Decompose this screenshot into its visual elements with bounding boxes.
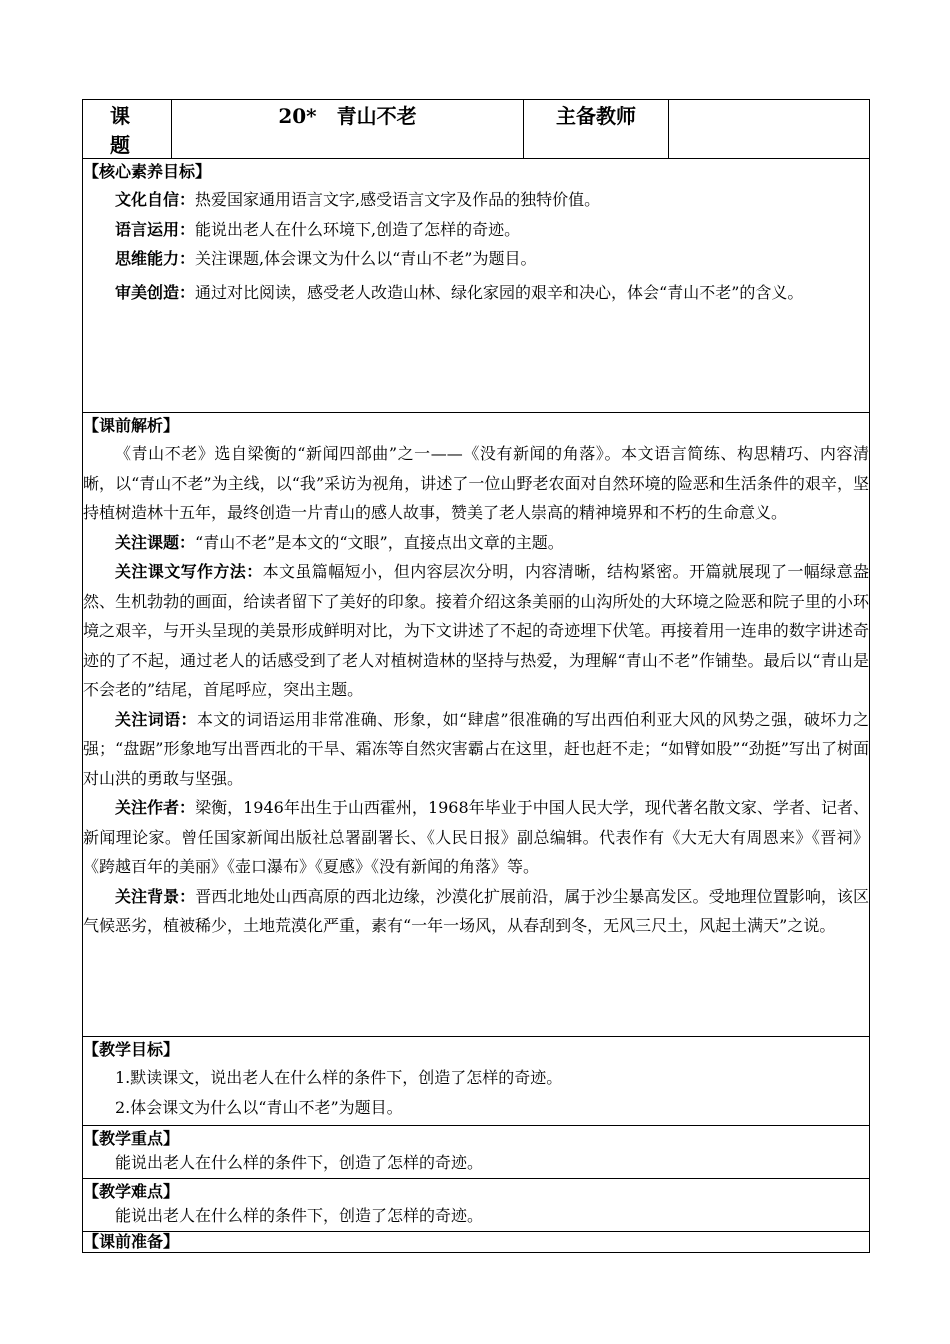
header-row (83, 100, 870, 159)
analysis-item: 关注课文写作方法：本文虽篇幅短小，但内容层次分明，内容清晰，结构紧密。开篇就展现了一幅绿意盎然、生机勃勃的画面，给读者留下了美好的印象。接着介绍这条美丽的山沟所处的大环境之险恶和院子里的小环境之艰辛，与开头呈现的美景形成鲜明对比，为下文讲述了不起的奇迹埋下伏笔。再接着用一连串的数字讲述奇迹的了不起，通过老人的话感受到了老人对植树造林的坚持与热爱，为理解“青山不老”作铺垫。最后以“青山是不会老的”结尾，首尾呼应，突出主题。 (83, 562, 869, 699)
course-label: 课 题 (83, 100, 172, 159)
preparation-heading: 【课前准备】 (83, 1232, 180, 1251)
goal-item: 2.体会课文为什么以“青山不老”为题目。 (115, 1097, 403, 1117)
difficulties-section (83, 1179, 870, 1232)
analysis-intro: 《青山不老》选自梁衡的“新闻四部曲”之一——《没有新闻的角落》。本文语言简练、构思精巧、内容清晰，以“青山不老”为主线，以“我”采访为视角，讲述了一位山野老农面对自然环境的险恶和生活条件的艰辛，坚持植树造林十五年，最终创造一片青山的感人故事，赞美了老人崇高的精神境界和不朽的生命意义。 (83, 444, 869, 522)
lesson-title: 20* 青山不老 (172, 100, 524, 159)
preparation-section (83, 1232, 870, 1253)
teacher-label: 主备教师 (524, 100, 669, 159)
keypoints-text: 能说出老人在什么样的条件下，创造了怎样的奇迹。 (115, 1153, 484, 1172)
lesson-plan-table (82, 99, 870, 1253)
analysis-item: 关注背景：晋西北地处山西高原的西北边缘，沙漠化扩展前沿，属于沙尘暴高发区。受地理位置影响，该区气候恶劣，植被稀少，土地荒漠化严重，素有“一年一场风，从春刮到冬，无风三尺土，风起土满天”之说。 (83, 886, 869, 935)
keypoints-heading: 【教学重点】 (83, 1129, 180, 1148)
core-section (83, 159, 870, 413)
goal-item: 1.默读课文，说出老人在什么样的条件下，创造了怎样的奇迹。 (115, 1068, 563, 1087)
core-item: 审美创造：通过对比阅读，感受老人改造山林、绿化家园的艰辛和决心，体会“青山不老”的含义。 (115, 282, 804, 302)
goals-section (83, 1037, 870, 1126)
analysis-heading: 【课前解析】 (83, 416, 180, 435)
analysis-item: 关注词语：本文的词语运用非常准确、形象，如“肆虐”很准确的写出西伯利亚大风的风势之强，破坏力之强；“盘踞”形象地写出晋西北的干旱、霜冻等自然灾害霸占在这里，赶也赶不走；“如臂如股”“劲挺”写出了树面对山洪的勇敢与坚强。 (83, 709, 869, 788)
analysis-section (83, 413, 870, 1037)
core-heading: 【核心素养目标】 (83, 162, 212, 181)
difficulties-text: 能说出老人在什么样的条件下，创造了怎样的奇迹。 (115, 1206, 484, 1225)
goals-heading: 【教学目标】 (83, 1040, 180, 1059)
keypoints-section (83, 1126, 870, 1179)
core-item: 语言运用：能说出老人在什么环境下,创造了怎样的奇迹。 (115, 219, 521, 239)
core-item: 思维能力：关注课题,体会课文为什么以“青山不老”为题目。 (115, 249, 537, 268)
core-item: 文化自信：热爱国家通用语言文字,感受语言文字及作品的独特价值。 (115, 190, 601, 209)
analysis-item: 关注课题：“青山不老”是本文的“文眼”，直接点出文章的主题。 (115, 532, 564, 552)
difficulties-heading: 【教学难点】 (83, 1182, 180, 1201)
teacher-value (669, 100, 870, 159)
analysis-item: 关注作者：梁衡，1946年出生于山西霍州，1968年毕业于中国人民大学，现代著名散文家、学者、记者、新闻理论家。曾任国家新闻出版社总署副署长、《人民日报》副总编辑。代表作有《大无大有周恩来》《晋祠》《跨越百年的美丽》《壶口瀑布》《夏感》《没有新闻的角落》等。 (83, 798, 869, 876)
